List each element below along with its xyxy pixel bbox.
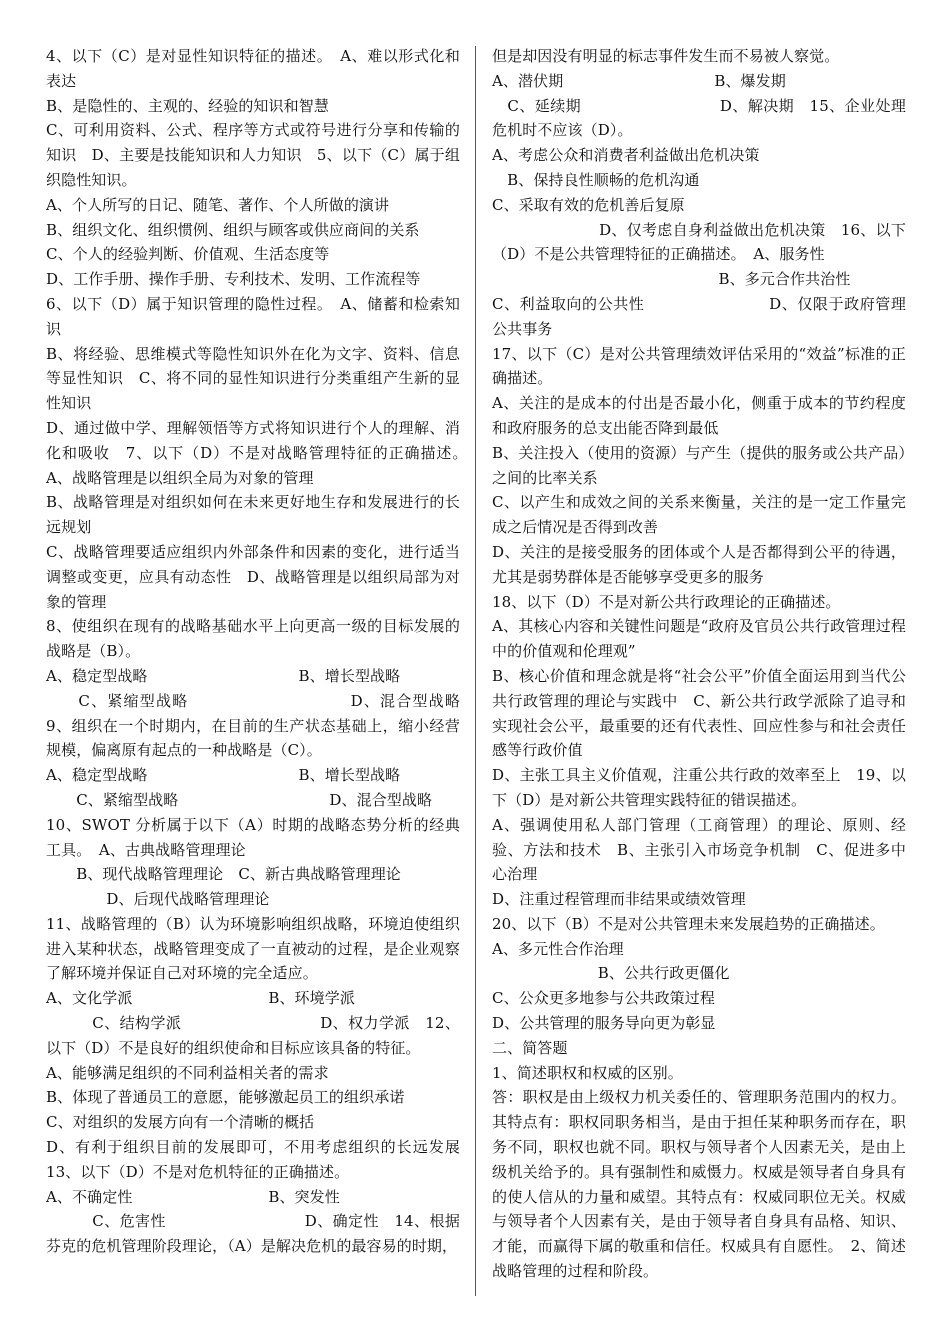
- text-line: A、文化学派 B、环境学派: [46, 989, 355, 1008]
- text-line: A、强调使用私人部门管理（工商管理）的理论、原则、经验、方法和技术 B、主张引入市场竞争机制 C、促进多中心治理: [492, 815, 906, 884]
- text-line: C、结构学派 D、权力学派 12、以下（D）不是良好的组织使命和目标应该具备的特征。: [46, 1014, 460, 1057]
- text-line: C、对组织的发展方向有一个清晰的概括: [46, 1113, 315, 1132]
- text-line: D、工作手册、操作手册、专利技术、发明、工作流程等: [46, 270, 421, 289]
- text-line: 20、以下（B）不是对公共管理未来发展趋势的正确描述。: [492, 914, 885, 933]
- text-line: 6、以下（D）属于知识管理的隐性过程。 A、储蓄和检索知识: [46, 294, 460, 338]
- text-line: A、关注的是成本的付出是否最小化，侧重于成本的节约程度和政府服务的总支出能否降到最低: [492, 394, 906, 437]
- text-line: A、稳定型战略 B、增长型战略: [46, 666, 401, 685]
- text-line: C、利益取向的公共性 D、仅限于政府管理公共事务: [492, 294, 906, 338]
- text-line: D、有利于组织目前的发展即可，不用考虑组织的长远发展 13、以下（D）不是对危机特征的正确描述。: [46, 1138, 476, 1181]
- text-line: D、后现代战略管理理论: [46, 890, 270, 909]
- text-line: A、能够满足组织的不同利益相关者的需求: [46, 1063, 329, 1082]
- section-heading: 二、简答题: [492, 1038, 568, 1057]
- text-line: 8、使组织在现有的战略基础水平上向更高一级的目标发展的战略是（B）。: [46, 617, 460, 661]
- text-line: C、紧缩型战略 D、混合型战略 9、组织在一个时期内，在目前的生产状态基础上，缩小经营规模，偏离原有起点的一种战略是（C）。: [46, 691, 476, 760]
- text-line: 4、以下（C）是对显性知识特征的描述。 A、难以形式化和表达: [46, 47, 460, 90]
- text-line: A、个人所写的日记、随笔、著作、个人所做的演讲: [46, 195, 390, 214]
- text-line: D、仅考虑自身利益做出危机决策 16、以下（D）不是公共管理特征的正确描述。 A、服务性: [492, 220, 906, 264]
- text-line: C、公众更多地参与公共政策过程: [492, 989, 715, 1008]
- text-line: C、个人的经验判断、价值观、生活态度等: [46, 245, 330, 264]
- left-column: [46, 44, 476, 1259]
- text-line: 18、以下（D）不是对新公共行政理论的正确描述。: [492, 592, 841, 611]
- text-line: B、组织文化、组织惯例、组织与顾客或供应商间的关系: [46, 220, 420, 239]
- text-line: C、危害性 D、确定性 14、根据芬克的危机管理阶段理论，（A）是解决危机的最容易的时期，: [46, 1212, 460, 1256]
- text-line: C、紧缩型战略 D、混合型战略: [46, 790, 433, 809]
- text-line: 17、以下（C）是对公共管理绩效评估采用的“效益”标准的正确描述。: [492, 344, 906, 388]
- answer-paragraph: 答：职权是由上级权力机关委任的、管理职务范围内的权力。其特点有：职权同职务相当，是由于担任某种职务而存在，职务不同，职权也就不同。职权与领导者个人因素无关，是由上级机关给予的。具有强制性和威慑力。权威是领导者自身具有的使人信从的力量和威望。其特点有：权威同职位无关。权威与领导者个人因素有关，是由于领导者自身具有品格、知识、才能，而赢得下属的敬重和信任。权威具有自愿性。 2、简述战略管理的过程和阶段。: [492, 1088, 906, 1281]
- column-divider: [475, 46, 476, 1296]
- text-line: D、注重过程管理而非结果或绩效管理: [492, 890, 746, 909]
- text-line: C、以产生和成效之间的关系来衡量，关注的是一定工作量完成之后情况是否得到改善: [492, 493, 906, 537]
- text-line: 但是却因没有明显的标志事件发生而不易被人察觉。: [492, 47, 840, 65]
- text-line: B、将经验、思维模式等隐性知识外在化为文字、资料、信息等显性知识 C、将不同的显性知识进行分类重组产生新的显性知识: [46, 344, 460, 413]
- text-line: A、潜伏期 B、爆发期: [492, 71, 786, 90]
- text-line: A、不确定性 B、突发性: [46, 1187, 340, 1206]
- text-line: D、关注的是接受服务的团体或个人是否都得到公平的待遇，尤其是弱势群体是否能够享受更多的服务: [492, 542, 906, 586]
- text-line: D、公共管理的服务导向更为彰显: [492, 1014, 716, 1033]
- text-line: B、公共行政更僵化: [492, 964, 730, 983]
- text-line: D、主张工具主义价值观，注重公共行政的效率至上 19、以下（D）是对新公共管理实践特征的错误描述。: [492, 766, 906, 809]
- text-line: A、考虑公众和消费者利益做出危机决策: [492, 146, 760, 165]
- text-line: A、稳定型战略 B、增长型战略: [46, 766, 401, 785]
- text-line: B、多元合作共治性: [492, 270, 851, 289]
- question-line: 1、简述职权和权威的区别。: [492, 1063, 683, 1082]
- text-line: B、体现了普通员工的意愿，能够激起员工的组织承诺: [46, 1088, 405, 1107]
- text-line: B、是隐性的、主观的、经验的知识和智慧: [46, 96, 329, 115]
- text-line: B、战略管理是对组织如何在未来更好地生存和发展进行的长远规划: [46, 493, 460, 537]
- text-line: A、其核心内容和关键性问题是“政府及官员公共行政管理过程中的价值观和伦理观”: [492, 617, 906, 661]
- text-line: B、核心价值和理念就是将“社会公平”价值全面运用到当代公共行政管理的理论与实践中 C、新公共行政学派除了追寻和实现社会公平，最重要的还有代表性、回应性参与和社会责任感等行政价值: [492, 666, 906, 760]
- text-line: D、通过做中学、理解领悟等方式将知识进行个人的理解、消化和吸收 7、以下（D）不是对战略管理特征的正确描述。 A、战略管理是以组织全局为对象的管理: [46, 418, 476, 487]
- text-line: C、可利用资料、公式、程序等方式或符号进行分享和传输的知识 D、主要是技能知识和人力知识 5、以下（C）属于组织隐性知识。: [46, 121, 460, 189]
- text-line: A、多元性合作治理: [492, 939, 624, 958]
- right-column: [492, 44, 906, 1284]
- text-line: C、采取有效的危机善后复原: [492, 195, 685, 214]
- text-line: 10、SWOT 分析属于以下（A）时期的战略态势分析的经典工具。 A、古典战略管理理论: [46, 815, 460, 859]
- text-line: 11、战略管理的（B）认为环境影响组织战略，环境迫使组织进入某种状态，战略管理变成了一直被动的过程，是企业观察了解环境并保证自己对环境的完全适应。: [46, 914, 460, 983]
- text-line: B、保持良性顺畅的危机沟通: [492, 170, 700, 189]
- text-line: B、关注投入（使用的资源）与产生（提供的服务或公共产品）之间的比率关系: [492, 443, 906, 487]
- text-line: C、战略管理要适应组织内外部条件和因素的变化，进行适当调整或变更，应具有动态性 D、战略管理是以组织局部为对象的管理: [46, 542, 460, 611]
- text-line: C、延续期 D、解决期 15、企业处理危机时不应该（D）。: [492, 96, 906, 140]
- text-line: B、现代战略管理理论 C、新古典战略管理理论: [46, 865, 401, 884]
